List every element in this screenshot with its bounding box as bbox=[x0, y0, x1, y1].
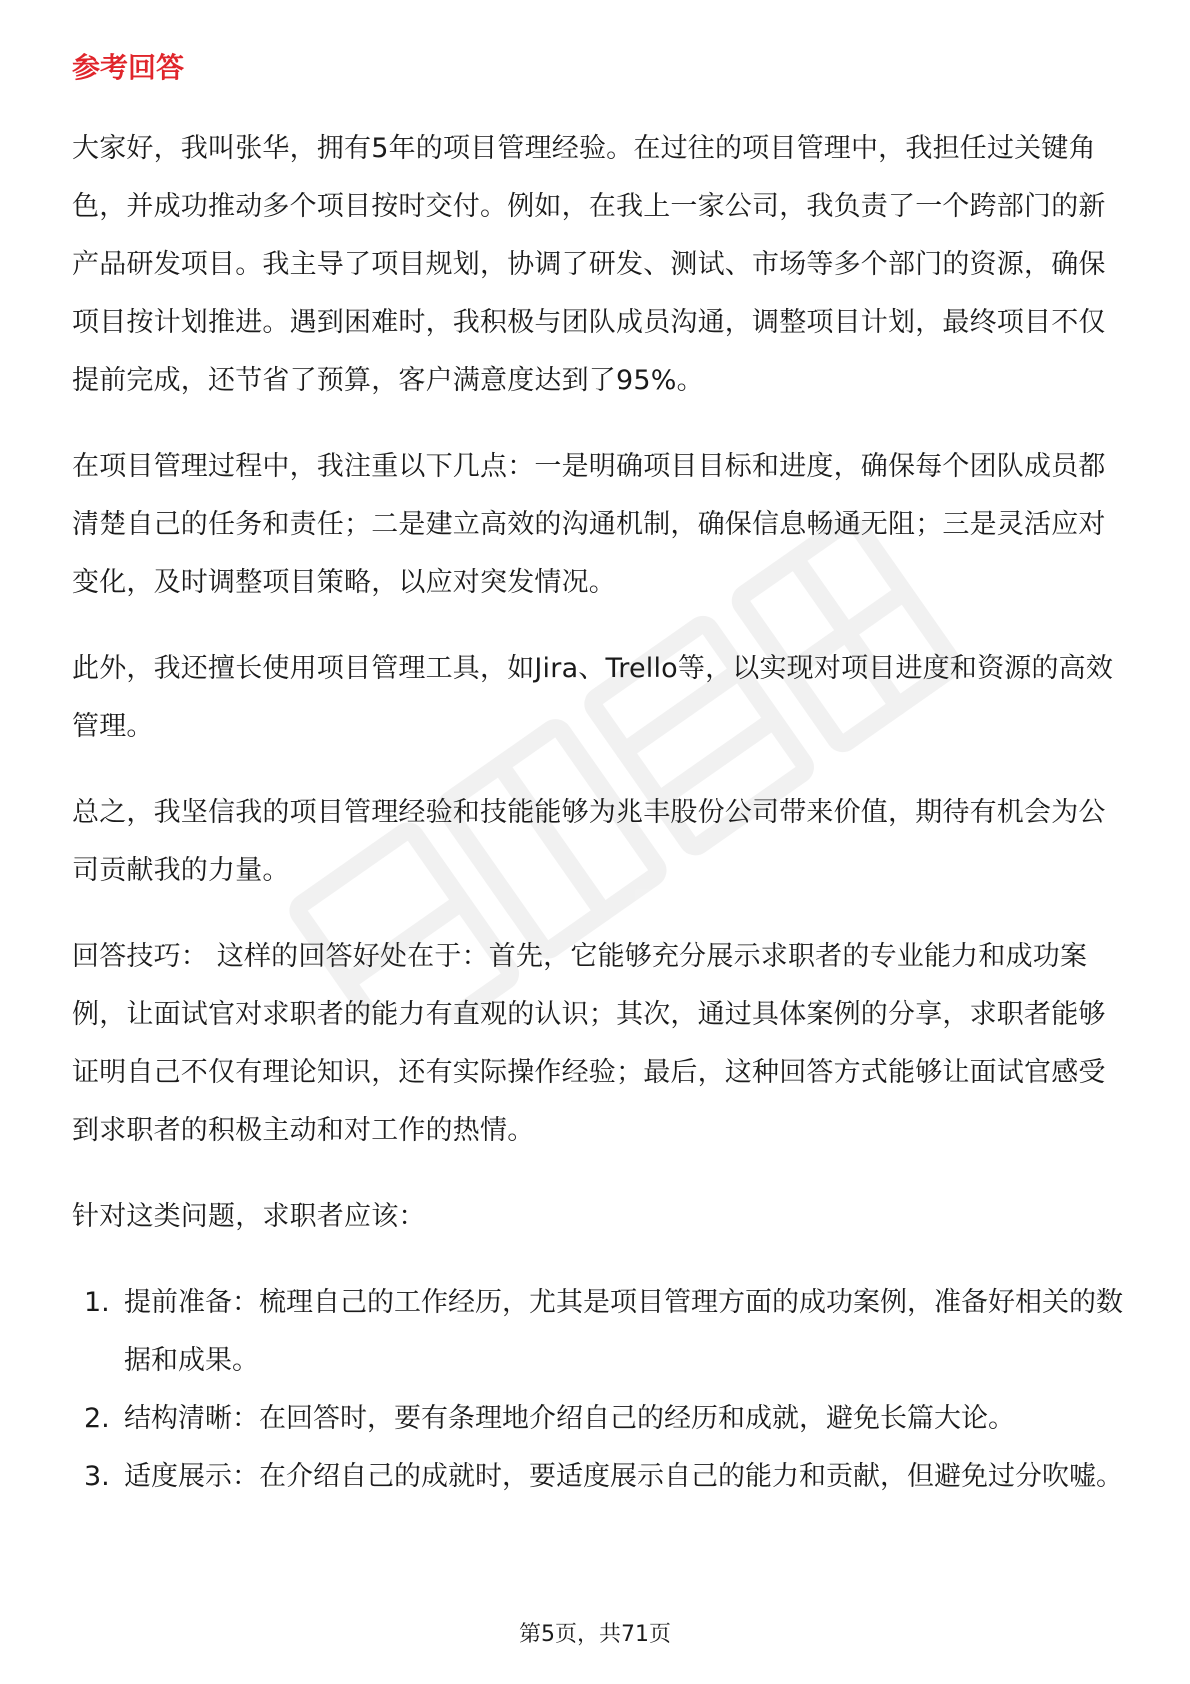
answer-paragraph-summary: 总之，我坚信我的项目管理经验和技能能够为兆丰股份公司带来价值，期待有机会为公司贡献我的力量。 bbox=[72, 797, 1106, 886]
list-item-text: 适度展示：在介绍自己的成就时，要适度展示自己的能力和贡献，但避免过分吹嘘。 bbox=[124, 1461, 1123, 1492]
list-item-number: 1. bbox=[84, 1287, 110, 1318]
list-item-text: 结构清晰：在回答时，要有条理地介绍自己的经历和成就，避免长篇大论。 bbox=[124, 1403, 1015, 1434]
page-number-footer: 第5页，共71页 bbox=[519, 1622, 671, 1647]
answer-paragraph-tools: 此外，我还擅长使用项目管理工具，如Jira、Trello等，以实现对项目进度和资源的高效管理。 bbox=[72, 653, 1114, 742]
list-item-text: 提前准备：梳理自己的工作经历，尤其是项目管理方面的成功案例，准备好相关的数据和成果。 bbox=[124, 1287, 1123, 1376]
list-item-number: 2. bbox=[84, 1403, 110, 1434]
answer-paragraph-intro: 大家好，我叫张华，拥有5年的项目管理经验。在过往的项目管理中，我担任过关键角色，并成功推动多个项目按时交付。例如，在我上一家公司，我负责了一个跨部门的新产品研发项目。我主导了项目规划，协调了研发、测试、市场等多个部门的资源，确保项目按计划推进。遇到困难时，我积极与团队成员沟通，调整项目计划，最终项目不仅提前完成，还节省了预算，客户满意度达到了95%。 bbox=[72, 133, 1106, 396]
list-item bbox=[72, 1448, 1132, 1506]
list-item bbox=[72, 1274, 1132, 1390]
advice-list bbox=[72, 1274, 1132, 1506]
list-item bbox=[72, 1390, 1132, 1448]
document-page bbox=[72, 48, 1132, 1506]
section-heading: 参考回答 bbox=[72, 51, 185, 84]
advice-intro: 针对这类问题，求职者应该： bbox=[72, 1201, 426, 1232]
answer-paragraph-process: 在项目管理过程中，我注重以下几点：一是明确项目目标和进度，确保每个团队成员都清楚自己的任务和责任；二是建立高效的沟通机制，确保信息畅通无阻；三是灵活应对变化，及时调整项目策略，以应对突发情况。 bbox=[72, 451, 1106, 598]
tips-paragraph: 回答技巧： 这样的回答好处在于：首先，它能够充分展示求职者的专业能力和成功案例，让面试官对求职者的能力有直观的认识；其次，通过具体案例的分享，求职者能够证明自己不仅有理论知识，还有实际操作经验；最后，这种回答方式能够让面试官感受到求职者的积极主动和对工作的热情。 bbox=[72, 941, 1106, 1146]
list-item-number: 3. bbox=[84, 1461, 110, 1492]
